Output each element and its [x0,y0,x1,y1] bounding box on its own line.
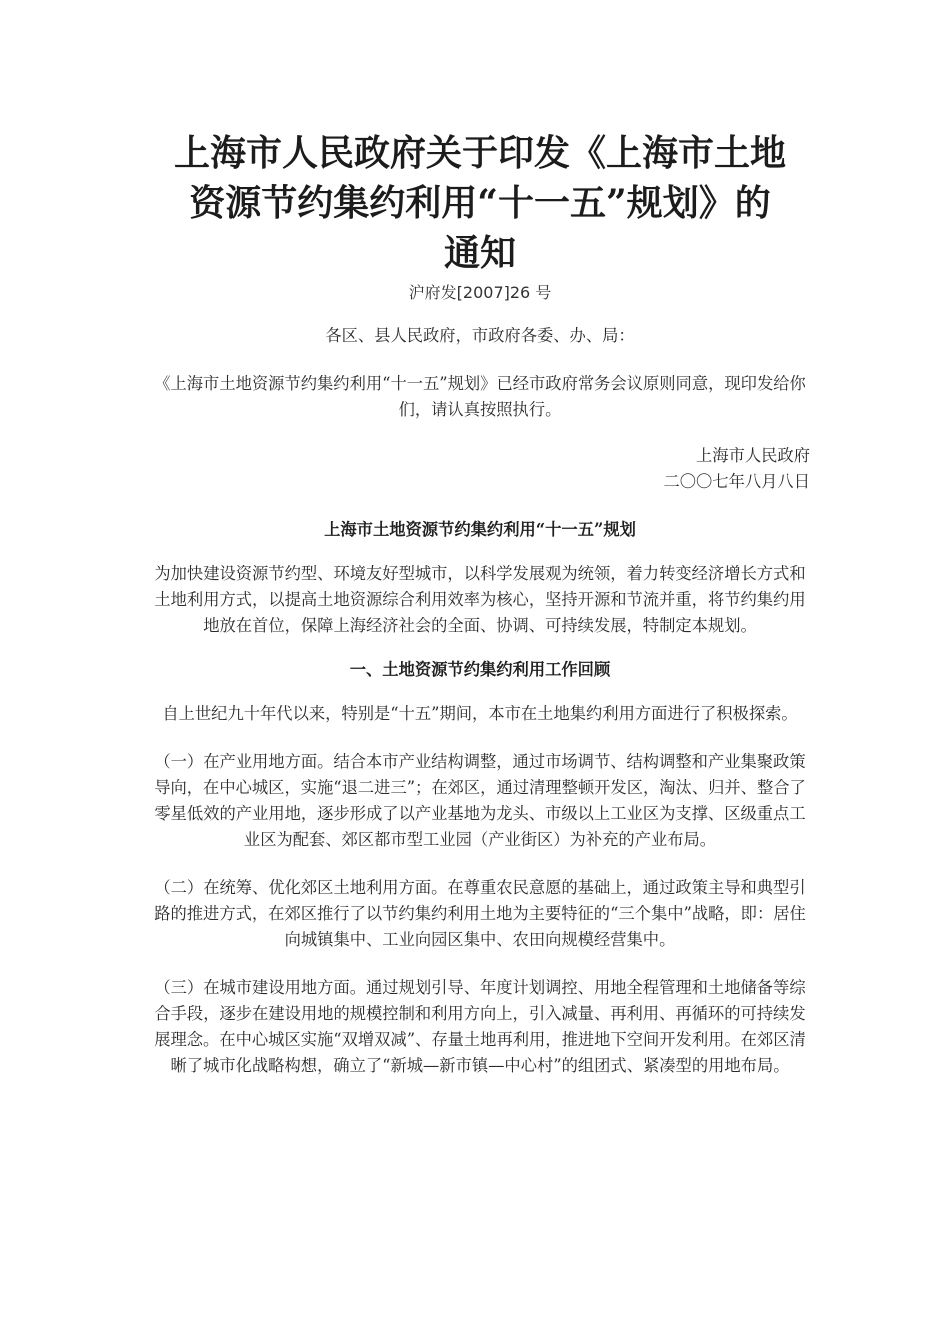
issue-date: 二〇〇七年八月八日 [663,472,810,491]
addressee: 各区、县人民政府，市政府各委、办、局： [325,326,635,345]
document-page [150,128,810,1079]
signature-block [150,443,810,495]
title-line-1: 上海市人民政府关于印发《上海市土地 [173,132,786,174]
document-title [150,128,810,278]
plan-title: 上海市土地资源节约集约利用“十一五”规划 [324,520,636,539]
intro-paragraph: 《上海市土地资源节约集约利用“十一五”规划》已经市政府常务会议原则同意，现印发给你们，请认真按照执行。 [154,374,806,419]
title-line-2: 资源节约集约利用“十一五”规划》的 [189,182,771,224]
preamble-paragraph: 为加快建设资源节约型、环境友好型城市，以科学发展观为统领，着力转变经济增长方式和土地利用方式，以提高土地资源综合利用效率为核心，坚持开源和节流并重，将节约集约用地放在首位，保障上海经济社会的全面、协调、可持续发展，特制定本规划。 [154,564,806,635]
section-1-heading: 一、土地资源节约集约利用工作回顾 [349,660,611,679]
section-1-intro: 自上世纪九十年代以来，特别是“十五”期间，本市在土地集约利用方面进行了积极探索。 [162,704,798,723]
paragraph-industrial-land: （一）在产业用地方面。结合本市产业结构调整，通过市场调节、结构调整和产业集聚政策导向，在中心城区，实施“退二进三”；在郊区，通过清理整顿开发区，淘汰、归并、整合了零星低效的产业用地，逐步形成了以产业基地为龙头、市级以上工业区为支撑、区级重点工业区为配套、郊区都市型工业园（产业街区）为补充的产业布局。 [154,752,806,849]
title-line-3: 通知 [443,232,516,274]
paragraph-suburban-land: （二）在统筹、优化郊区土地利用方面。在尊重农民意愿的基础上，通过政策主导和典型引路的推进方式，在郊区推行了以节约集约利用土地为主要特征的“三个集中”战略，即：居住向城镇集中、工业向园区集中、农田向规模经营集中。 [154,878,806,949]
document-number: 沪府发[2007]26 号 [408,283,552,302]
paragraph-urban-construction-land: （三）在城市建设用地方面。通过规划引导、年度计划调控、用地全程管理和土地储备等综合手段，逐步在建设用地的规模控制和利用方向上，引入减量、再利用、再循环的可持续发展理念。在中心城区实施“双增双减”、存量土地再利用，推进地下空间开发利用。在郊区清晰了城市化战略构想，确立了“新城—新市镇—中心村”的组团式、紧凑型的用地布局。 [154,978,806,1075]
issuer-name: 上海市人民政府 [696,446,810,465]
